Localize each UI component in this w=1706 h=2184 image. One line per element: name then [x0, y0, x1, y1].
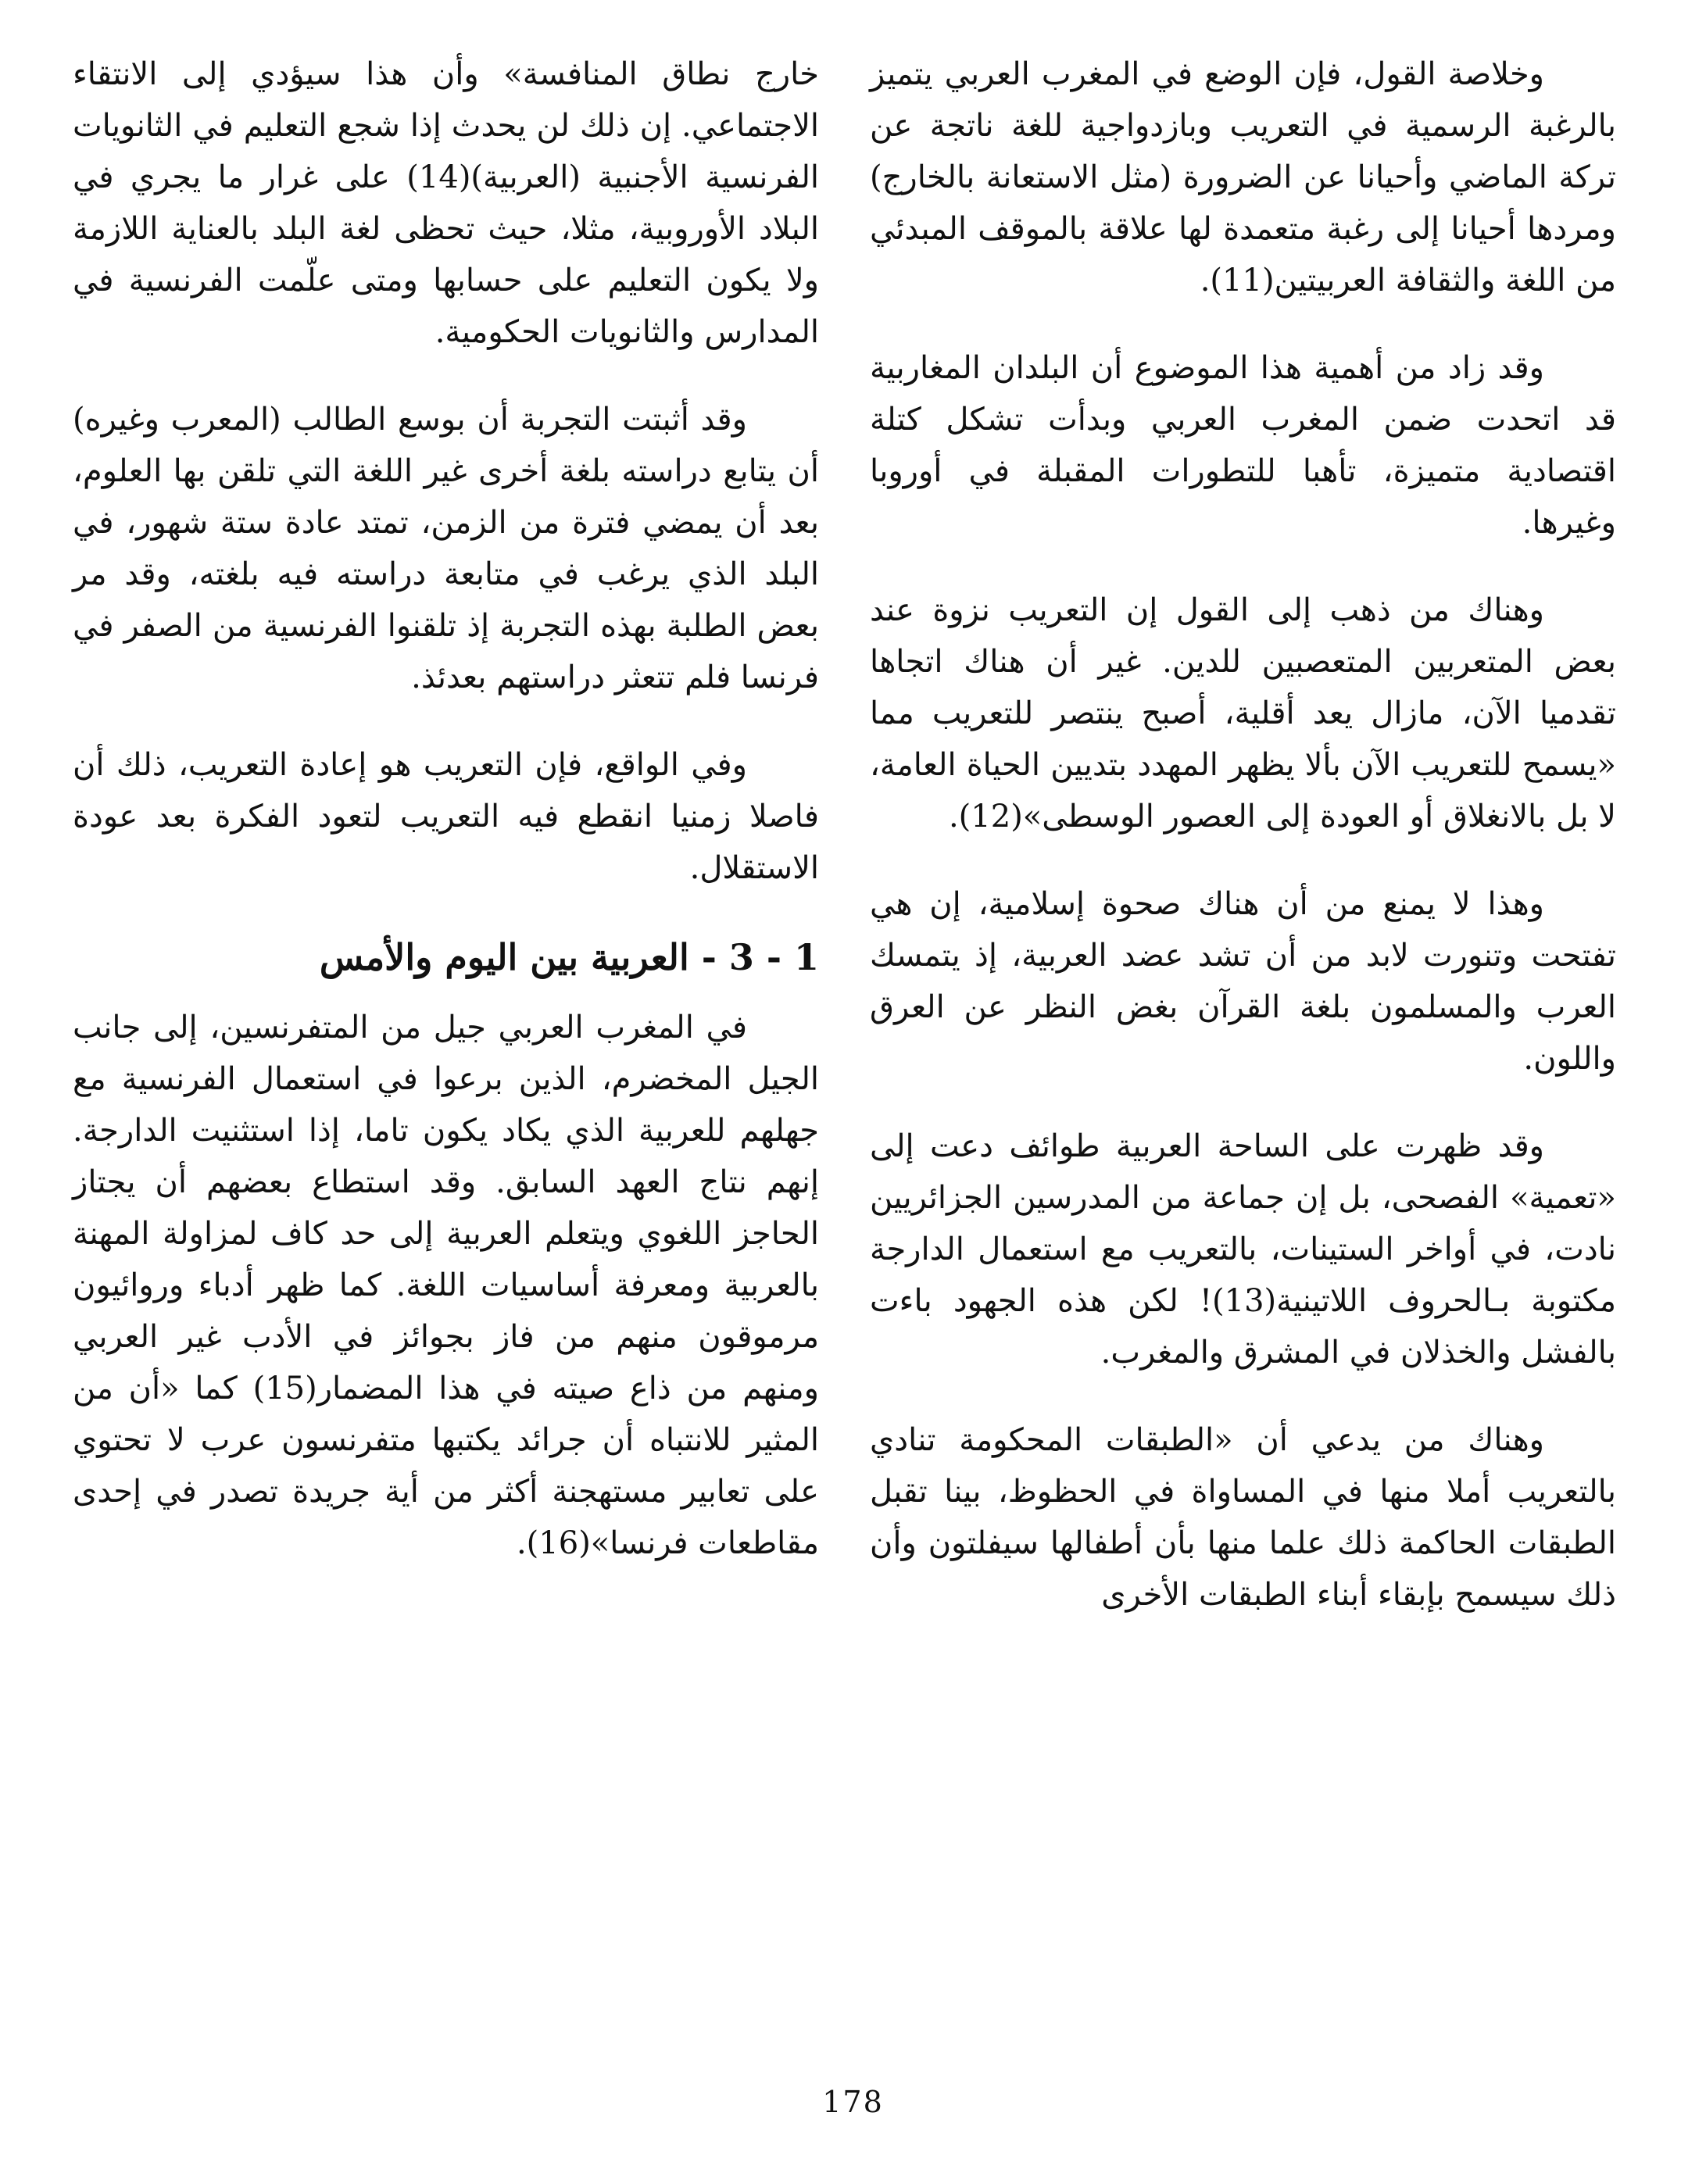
paragraph: وقد ظهرت على الساحة العربية طوائف دعت إلى «تعمية» الفصحى، بل إن جماعة من المدرسين الجزائريين نادت، في أواخر الستينات، بالتعريب مع استعمال الدارجة مكتوبة بـالحروف اللاتينية(13)! لكن هذه الجهود باءت بالفشل والخذلان في المشرق والمغرب. [870, 1128, 1616, 1371]
left-column [73, 48, 819, 1605]
paragraph: وخلاصة القول، فإن الوضع في المغرب العربي يتميز بالرغبة الرسمية في التعريب وبازدواجية للغة ناتجة عن تركة الماضي وأحيانا عن الضرورة (مثل الاستعانة بالخارج) ومردها أحيانا إلى رغبة متعمدة لها علاقة بالموقف المبدئي من اللغة والثقافة العربيتين(11). [870, 56, 1616, 298]
paragraph: وقد أثبتت التجربة أن بوسع الطالب (المعرب وغيره) أن يتابع دراسته بلغة أخرى غير اللغة التي تلقن بها العلوم، بعد أن يمضي فترة من الزمن، تمتد عادة ستة شهور، في البلد الذي يرغب في متابعة دراسته فيه بلغته، وقد مر بعض الطلبة بهذه التجربة إذ تلقنوا الفرنسية من الصفر في فرنسا فلم تتعثر دراستهم بعدئذ. [73, 402, 819, 695]
page-number: 178 [822, 2085, 884, 2119]
paragraph: وهناك من ذهب إلى القول إن التعريب نزوة عند بعض المتعربين المتعصبين للدين. غير أن هناك اتجاها تقدميا الآن، مازال يعد أقلية، أصبح ينتصر للتعريب مما «يسمح للتعريب الآن بألا يظهر المهدد بتديين الحياة العامة، لا بل بالانغلاق أو العودة إلى العصور الوسطى»(12). [870, 592, 1616, 835]
continued-paragraph: خارج نطاق المنافسة» وأن هذا سيؤدي إلى الانتقاء الاجتماعي. إن ذلك لن يحدث إذا شجع التعليم في الثانويات الفرنسية الأجنبية (العربية)(14) على غرار ما يجري في البلاد الأوروبية، مثلا، حيث تحظى لغة البلد بالعناية اللازمة ولا يكون التعليم على حسابها ومتى علّمت الفرنسية في المدارس والثانويات الحكومية. [73, 56, 820, 350]
paragraph: وقد زاد من أهمية هذا الموضوع أن البلدان المغاربية قد اتحدت ضمن المغرب العربي وبدأت تشكل كتلة اقتصادية متميزة، تأهبا للتطورات المقبلة في أوروبا وغيرها. [870, 350, 1616, 541]
paragraph: في المغرب العربي جيل من المتفرنسين، إلى جانب الجيل المخضرم، الذين برعوا في استعمال الفرنسية مع جهلهم للعربية الذي يكاد يكون تاما، إذا استثنيت الدارجة. إنهم نتاج العهد السابق. وقد استطاع بعضهم أن يجتاز الحاجز اللغوي ويتعلم العربية إلى حد كاف لمزاولة المهنة بالعربية ومعرفة أساسيات اللغة. كما ظهر أدباء وروائيون مرموقون منهم من فاز بجوائز في الأدب غير العربي ومنهم من ذاع صيته في هذا المضمار(15) كما «أن من المثير للانتباه أن جرائد يكتبها متفرنسون عرب لا تحتوي على تعابير مستهجنة أكثر من أية جريدة تصدر في إحدى مقاطعات فرنسا»(16). [73, 1010, 819, 1561]
paragraph: وهذا لا يمنع من أن هناك صحوة إسلامية، إن هي تفتحت وتنورت لابد من أن تشد عضد العربية، إذ يتمسك العرب والمسلمون بلغة القرآن بغض النظر عن العرق واللون. [870, 886, 1617, 1077]
section-heading: 1 - 3 - العربية بين اليوم والأمس [319, 936, 819, 978]
paragraph: وهناك من يدعي أن «الطبقات المحكومة تنادي بالتعريب أملا منها في المساواة في الحظوظ، بينا تقبل الطبقات الحاكمة ذلك علما منها بأن أطفالها سيفلتون وأن ذلك سيسمح بإبقاء أبناء الطبقات الأخرى [870, 1422, 1616, 1613]
right-column [870, 48, 1616, 1657]
paragraph: وفي الواقع، فإن التعريب هو إعادة التعريب، ذلك أن فاصلا زمنيا انقطع فيه التعريب لتعود الفكرة بعد عودة الاستقلال. [73, 747, 819, 886]
